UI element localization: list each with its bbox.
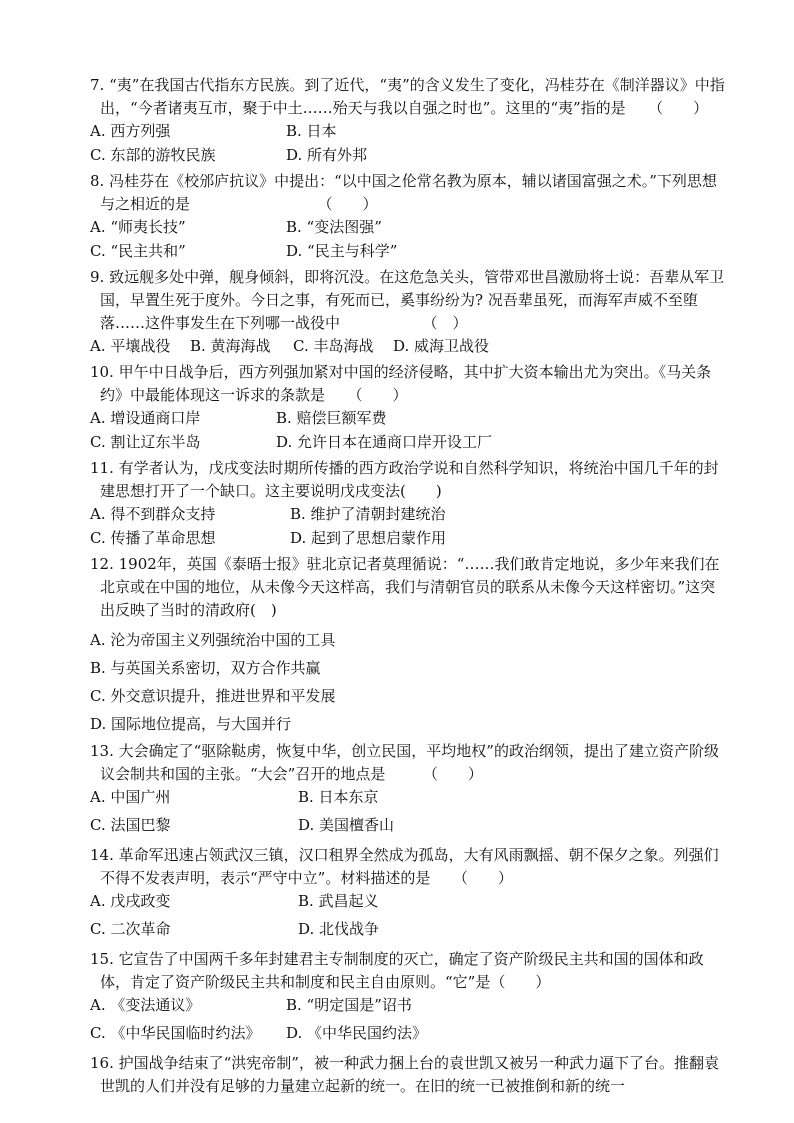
question-stem: 8. 冯桂芬在《校邠庐抗议》中提出：“以中国之伦常名教为原本，辅以诸国富强之术。”下列思想与之相近的是 （ ）: [90, 172, 717, 213]
option-d[interactable]: D. 所有外邦: [286, 146, 368, 164]
question-13: [90, 740, 730, 842]
option-b[interactable]: B. “明定国是”诏书: [286, 996, 412, 1014]
options-row: [90, 527, 730, 551]
options-row: [90, 120, 730, 144]
option-a[interactable]: A. 增设通商口岸: [90, 409, 201, 427]
option-c[interactable]: C. 东部的游牧民族: [90, 146, 216, 164]
option-b[interactable]: B. 赔偿巨额军费: [276, 409, 387, 427]
question-stem: 16. 护国战争结束了“洪宪帝制”，被一种武力捆上台的袁世凯又被另一种武力逼下了台。推翻袁世凯的人们并没有足够的力量建立起新的统一。在旧的统一已被推倒和新的统一: [90, 1054, 719, 1095]
options-column: [90, 626, 730, 738]
option-b[interactable]: B. 武昌起义: [298, 892, 379, 910]
question-8: [90, 170, 730, 264]
options-row: [90, 890, 730, 918]
option-d[interactable]: D. “民主与科学”: [286, 242, 398, 260]
question-11: [90, 457, 730, 551]
option-b[interactable]: B. “变法图强”: [286, 218, 382, 236]
option-c[interactable]: C. 外交意识提升，推进世界和平发展: [90, 687, 336, 705]
option-a[interactable]: A. “师夷长技”: [90, 218, 186, 236]
option-a[interactable]: A. 中国广州: [90, 788, 171, 806]
options-row: [90, 240, 730, 264]
option-b[interactable]: B. 黄海海战: [190, 337, 271, 355]
options-row: [90, 407, 730, 431]
question-12: [90, 553, 730, 738]
option-b[interactable]: B. 日本东京: [298, 788, 379, 806]
question-stem: 12. 1902年，英国《泰晤士报》驻北京记者莫理循说：“……我们敢肯定地说，多少年来我们在北京或在中国的地位，从未像今天这样高，我们与清朝官员的联系从未像今天这样密切。”这突出反映了当时的清政府( ): [90, 555, 720, 619]
options-row: [90, 786, 730, 814]
options-row: [90, 918, 730, 946]
option-b[interactable]: B. 与英国关系密切，双方合作共赢: [90, 659, 321, 677]
option-d[interactable]: D. 威海卫战役: [393, 337, 490, 355]
option-a[interactable]: A. 《变法通议》: [90, 996, 201, 1014]
question-9: [90, 266, 730, 359]
question-stem: 7. “夷”在我国古代指东方民族。到了近代，“夷”的含义发生了变化，冯桂芬在《制洋器议》中指出，“今者诸夷互市，聚于中土……殆天与我以自强之时也”。这里的“夷”指的是 （ ）: [90, 76, 725, 117]
option-d[interactable]: D. 《中华民国约法》: [286, 1024, 428, 1042]
option-c[interactable]: C. 传播了革命思想: [90, 529, 216, 547]
option-d[interactable]: D. 美国檀香山: [298, 816, 395, 834]
option-c[interactable]: C. “民主共和”: [90, 242, 186, 260]
question-stem: 11. 有学者认为，戊戌变法时期所传播的西方政治学说和自然科学知识，将统治中国几千年的封建思想打开了一个缺口。这主要说明戊戌变法( ): [90, 459, 719, 500]
option-c[interactable]: C. 割让辽东半岛: [90, 433, 201, 451]
question-10: [90, 361, 730, 455]
option-c[interactable]: C. 《中华民国临时约法》: [90, 1024, 261, 1042]
option-d[interactable]: D. 允许日本在通商口岸开设工厂: [276, 433, 493, 451]
options-row: [90, 144, 730, 168]
question-stem: 10. 甲午中日战争后，西方列强加紧对中国的经济侵略，其中扩大资本输出尤为突出。《马关条约》中最能体现这一诉求的条款是 （ ）: [90, 363, 712, 404]
options-row: [90, 431, 730, 455]
option-a[interactable]: A. 得不到群众支持: [90, 505, 216, 523]
question-stem: 15. 它宣告了中国两千多年封建君主专制制度的灭亡，确定了资产阶级民主共和国的国体和政体，肯定了资产阶级民主共和制度和民主自由原则。“它”是（ ）: [90, 950, 704, 991]
question-stem: 13. 大会确定了“驱除鞑虏，恢复中华，创立民国，平均地权”的政治纲领，提出了建立资产阶级议会制共和国的主张。“大会”召开的地点是 （ ）: [90, 742, 719, 783]
option-a[interactable]: A. 西方列强: [90, 122, 171, 140]
option-a[interactable]: A. 沦为帝国主义列强统治中国的工具: [90, 631, 336, 649]
question-14: [90, 844, 730, 946]
question-16: [90, 1052, 730, 1098]
option-d[interactable]: D. 北伐战争: [298, 920, 380, 938]
options-row: [90, 1022, 730, 1050]
options-row: [90, 994, 730, 1022]
question-7: [90, 74, 730, 168]
options-row: [90, 503, 730, 527]
option-c[interactable]: C. 法国巴黎: [90, 816, 171, 834]
option-d[interactable]: D. 国际地位提高，与大国并行: [90, 715, 292, 733]
question-15: [90, 948, 730, 1050]
option-b[interactable]: B. 维护了清朝封建统治: [290, 505, 446, 523]
option-c[interactable]: C. 二次革命: [90, 920, 171, 938]
option-b[interactable]: B. 日本: [286, 122, 337, 140]
option-a[interactable]: A. 戊戌政变: [90, 892, 171, 910]
option-d[interactable]: D. 起到了思想启蒙作用: [290, 529, 447, 547]
options-row: [90, 216, 730, 240]
options-row: [90, 335, 730, 359]
options-row: [90, 814, 730, 842]
option-a[interactable]: A. 平壤战役: [90, 337, 171, 355]
option-c[interactable]: C. 丰岛海战: [293, 337, 374, 355]
question-stem: 9. 致远舰多处中弹，舰身倾斜，即将沉没。在这危急关头，管带邓世昌激励将士说：吾辈从军卫国，早置生死于度外。今日之事，有死而已，奚事纷纷为? 况吾辈虽死，而海军声威不至堕落……这件事发生在下列哪一战役中 （ ）: [90, 268, 725, 332]
question-stem: 14. 革命军迅速占领武汉三镇，汉口租界全然成为孤岛，大有风雨飘摇、朝不保夕之象。列强们不得不发表声明，表示“严守中立”。材料描述的是 （ ）: [90, 846, 719, 887]
